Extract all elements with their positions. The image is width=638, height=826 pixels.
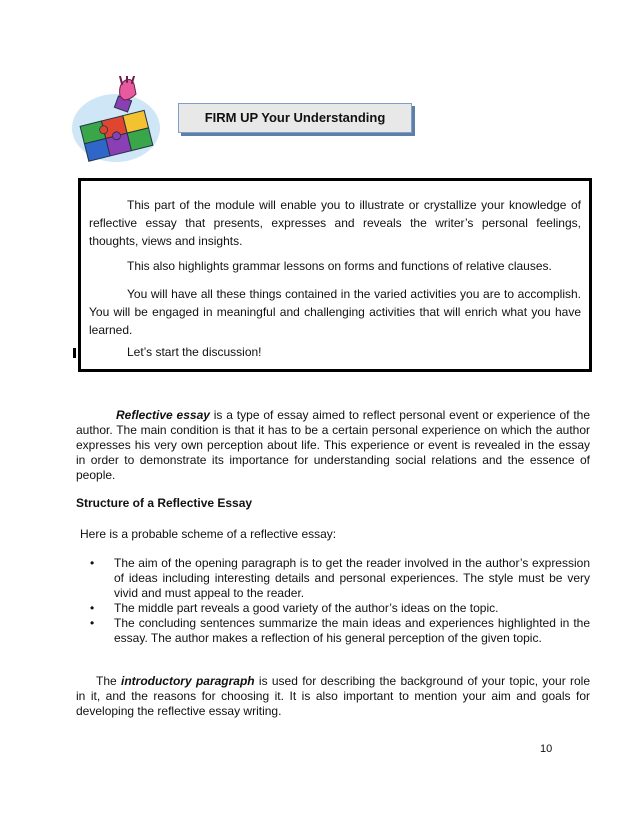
intro-paragraph-1-text: This part of the module will enable you to illustrate or crystallize your knowledge of reflective essay that presents, expresses and reveals the writer’s personal feelings, thoughts, views and insights. <box>89 198 581 248</box>
intro-para-term: introductory paragraph <box>120 674 255 688</box>
margin-mark <box>73 348 76 358</box>
intro-paragraph-3 <box>89 285 581 339</box>
intro-box <box>78 178 592 372</box>
list-item: • The middle part reveals a good variety of the author’s ideas on the topic. <box>76 601 590 616</box>
intro-paragraph-4 <box>89 343 581 361</box>
definition-block <box>76 408 590 483</box>
intro-paragraph-1 <box>89 196 581 250</box>
list-item: • The aim of the opening paragraph is to get the reader involved in the author’s expression of ideas including interesting details and personal experiences. The style must be very vivid and must appeal to the reader. <box>76 556 590 601</box>
intro-paragraph-4-text: Let’s start the discussion! <box>127 345 262 359</box>
intro-paragraph-2 <box>89 257 581 275</box>
definition-term: Reflective essay <box>116 408 210 422</box>
structure-list-block <box>76 556 590 646</box>
structure-heading: Structure of a Reflective Essay <box>76 496 253 510</box>
intro-para-text: is used for describing the background of your topic, your role in it, and the reasons for choosing it. It is also important to mention your aim and goals for developing the reflective essay writing. <box>76 674 591 718</box>
structure-list <box>76 556 590 646</box>
page-number: 10 <box>540 743 553 755</box>
intro-paragraph-2-text: This also highlights grammar lessons on forms and functions of relative clauses. <box>127 259 552 273</box>
intro-paragraph-block <box>76 674 590 719</box>
intro-paragraph-3-text: You will have all these things contained in the varied activities you are to accomplish. You will be engaged in meaningful and challenging activities that will enrich what you have learned. <box>89 287 581 337</box>
definition-paragraph <box>76 408 590 483</box>
puzzle-hand-icon <box>70 76 174 166</box>
definition-text: is a type of essay aimed to reflect personal event or experience of the author. The main condition is that it has to be a certain personal experience on which the author expresses his very own perception about life. This experience or event is revealed in the essay in order to demonstrate its importance for understanding social relations and the essence of people. <box>76 408 590 482</box>
intro-paragraph-description <box>76 674 590 719</box>
scheme-intro: Here is a probable scheme of a reflective essay: <box>80 527 337 541</box>
section-banner: FIRM UP Your Understanding <box>178 103 412 133</box>
list-item: • The concluding sentences summarize the main ideas and experiences highlighted in the essay. The author makes a reflection of his general perception of the given topic. <box>76 616 590 646</box>
intro-para-pre: The <box>96 674 121 688</box>
